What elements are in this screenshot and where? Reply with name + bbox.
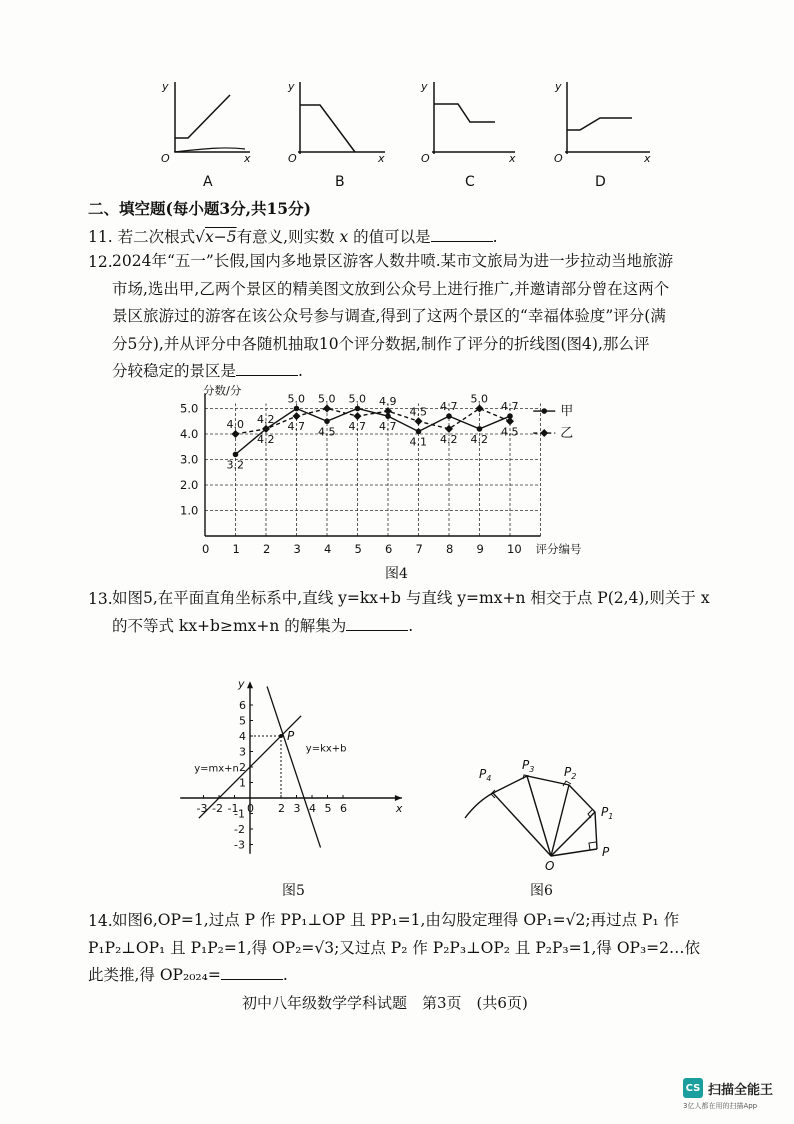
axis-y-label: y — [288, 80, 295, 93]
question-number: 12. — [88, 253, 113, 271]
data-label: 4.7 — [379, 420, 397, 434]
y-tick-label: 1 — [239, 776, 246, 790]
axis-y-label: y — [555, 80, 562, 93]
x-tick-label: 9 — [476, 542, 484, 556]
x-tick-label: 10 — [507, 542, 522, 556]
origin-label: O — [421, 152, 430, 165]
x-tick-label: 6 — [340, 802, 347, 815]
option-d-label: D — [595, 174, 606, 190]
data-label: 3.2 — [226, 458, 244, 472]
line-label-kx-b: y=kx+b — [305, 743, 347, 755]
question-14-text: 如图6,OP=1,过点 P 作 PP₁⊥OP 且 PP₁=1,由勾股定理得 OP₁=√2;再过点 P₁ 作 P₁P₂⊥OP₁ 且 P₁P₂=1,得 OP₂=√3;又过点 P₂ 作 P₂P₃⊥OP₂ 且 P₂P₃=1,得 OP₃=2…依 此类推,得 OP₂₀₂₄= . — [88, 911, 701, 984]
point-label: P — [287, 729, 295, 743]
data-point — [355, 406, 361, 412]
x-tick-label: 3 — [293, 802, 301, 815]
question-11: 11. 若二次根式√x−5有意义,则实数 x 的值可以是 . — [88, 228, 498, 246]
y-axis-title: 分数/分 — [203, 383, 242, 398]
point-label: $P_3$ — [522, 758, 535, 774]
origin-label: O — [161, 152, 170, 165]
figure-6-spiral — [455, 748, 630, 873]
intersection-point — [279, 734, 283, 738]
y-tick-label: 5 — [239, 714, 246, 728]
data-label: 5.0 — [318, 392, 336, 406]
data-label: 5.0 — [348, 392, 366, 406]
figure-caption: 图5 — [282, 883, 305, 899]
data-point — [293, 412, 301, 420]
data-point — [445, 425, 453, 433]
answer-blank[interactable] — [236, 361, 298, 376]
question-number: 11. — [88, 228, 113, 246]
option-c-label: C — [465, 174, 475, 190]
y-tick-label: 5.0 — [180, 401, 199, 416]
y-tick-label: -2 — [234, 823, 245, 836]
question-12-text: 2024年“五一”长假,国内多地景区游客人数井喷.某市文旅局为进一步拉动当地旅游 市场,选出甲,乙两个景区的精美图文放到公众号上进行推广,并邀请部分曾在这两个 景区旅游过的游客在该公众号参与调查,得到了这两个景区的“幸福体验度”评分(满 分5分),并从评分中各随机抽取10个评分数据,制作了评分的折线图(图4),那么评 分较稳定的景区是 . — [112, 252, 674, 380]
x-tick-label: -1 — [227, 802, 239, 815]
x-tick-label: 0 — [202, 542, 210, 556]
y-tick-label: 4.0 — [180, 427, 199, 441]
x-axis-title: 评分编号 — [535, 542, 582, 556]
answer-blank[interactable] — [431, 227, 493, 242]
y-tick-label: 3 — [239, 745, 246, 759]
option-a-label: A — [203, 174, 213, 190]
x-tick-label: 4 — [309, 802, 316, 815]
option-graphs — [140, 70, 670, 195]
axis-x-label: x — [244, 152, 251, 165]
point-label: $P_4$ — [479, 767, 492, 783]
data-label: 4.2 — [257, 432, 275, 446]
data-point — [354, 412, 362, 420]
line-kx-b — [267, 686, 320, 847]
data-label: 4.0 — [226, 418, 244, 431]
x-tick-label: 6 — [385, 542, 393, 556]
data-point — [415, 417, 423, 425]
x-tick-label: 1 — [232, 542, 240, 556]
axis-x-label: x — [395, 802, 403, 815]
data-point — [324, 418, 330, 424]
data-point — [477, 426, 483, 432]
data-label: 5.0 — [470, 392, 488, 406]
scanner-name: 扫描全能王 — [708, 1082, 774, 1098]
axis-y-label: y — [421, 80, 428, 93]
data-point — [232, 430, 240, 438]
scanner-watermark — [683, 1078, 773, 1098]
data-label: 4.2 — [470, 432, 488, 446]
x-tick-label: -2 — [212, 802, 223, 815]
data-point — [294, 406, 300, 412]
figure-caption: 图4 — [385, 566, 408, 582]
origin-label: O — [554, 152, 563, 165]
y-tick-label: 6 — [239, 699, 246, 712]
legend-label: 甲 — [560, 404, 574, 420]
line-label-mx-n: y=mx+n — [194, 763, 239, 775]
data-label: 5.0 — [287, 392, 305, 406]
y-tick-label: 4 — [239, 730, 246, 743]
axis-y-label: y — [162, 80, 169, 93]
y-tick-label: -1 — [234, 807, 245, 821]
legend-marker — [540, 429, 548, 437]
axis-x-label: x — [644, 152, 651, 165]
x-tick-label: 5 — [354, 542, 362, 556]
x-tick-label: 0 — [247, 802, 254, 815]
sqrt-expression: √x−5 — [195, 228, 237, 246]
question-number: 14. — [88, 912, 113, 930]
data-label: 4.5 — [318, 425, 336, 439]
point-label: P — [602, 845, 610, 859]
answer-blank[interactable] — [346, 616, 408, 631]
page-footer: 初中八年级数学学科试题 第3页 (共6页) — [242, 994, 528, 1012]
x-tick-label: 2 — [278, 802, 285, 815]
data-label: 4.7 — [287, 420, 305, 434]
point-label: $P_1$ — [601, 805, 614, 821]
x-tick-label: 5 — [324, 802, 332, 815]
x-axis-arrow — [395, 795, 402, 801]
x-tick-label: -3 — [196, 802, 208, 815]
data-point — [506, 417, 514, 425]
option-b-label: B — [335, 174, 345, 190]
scanner-tagline: 3亿人都在用的扫描App — [683, 1102, 758, 1110]
x-tick-label: 8 — [446, 542, 454, 556]
figure-caption: 图6 — [530, 883, 553, 899]
data-point — [446, 413, 452, 419]
legend-marker — [541, 408, 547, 414]
y-tick-label: 2.0 — [180, 478, 199, 492]
data-label: 4.5 — [501, 425, 519, 439]
y-tick-label: -3 — [234, 838, 245, 852]
point-label: $P_2$ — [564, 765, 577, 781]
data-point — [476, 405, 484, 413]
axis-x-label: x — [509, 152, 516, 165]
data-point — [416, 429, 422, 435]
data-label: 4.9 — [379, 395, 397, 409]
data-point — [233, 452, 239, 458]
score-line-chart — [180, 378, 640, 578]
origin-label: O — [288, 152, 297, 165]
y-axis-arrow — [247, 681, 253, 688]
x-tick-label: 4 — [324, 542, 332, 556]
y-tick-label: 3.0 — [180, 452, 199, 467]
data-label: 4.5 — [409, 405, 427, 419]
question-number: 13. — [88, 590, 113, 608]
point-label: O — [545, 859, 555, 873]
axis-x-label: x — [378, 152, 385, 165]
scanner-logo-icon: CS — [683, 1078, 703, 1098]
axis-y-label: y — [238, 677, 245, 691]
data-label: 4.7 — [501, 400, 519, 414]
x-tick-label: 3 — [293, 542, 301, 556]
x-tick-label: 7 — [415, 542, 423, 556]
data-label: 4.2 — [440, 432, 458, 446]
y-tick-label: 2 — [239, 761, 246, 774]
figure-5-coordinate-plane — [178, 640, 418, 870]
data-point — [323, 405, 331, 413]
answer-blank[interactable] — [221, 965, 283, 980]
data-label: 4.7 — [440, 400, 458, 414]
question-13-text: 如图5,在平面直角坐标系中,直线 y=kx+b 与直线 y=mx+n 相交于点 P(2,4),则关于 x 的不等式 kx+b≥mx+n 的解集为 . — [112, 589, 710, 635]
section-title: 二、填空题(每小题3分,共15分) — [88, 199, 311, 218]
y-tick-label: 1.0 — [180, 503, 199, 518]
data-label: 4.2 — [257, 412, 275, 426]
x-tick-label: 2 — [263, 542, 271, 556]
data-label: 4.7 — [348, 420, 366, 434]
legend-label: 乙 — [560, 426, 574, 442]
data-label: 4.1 — [409, 435, 427, 449]
